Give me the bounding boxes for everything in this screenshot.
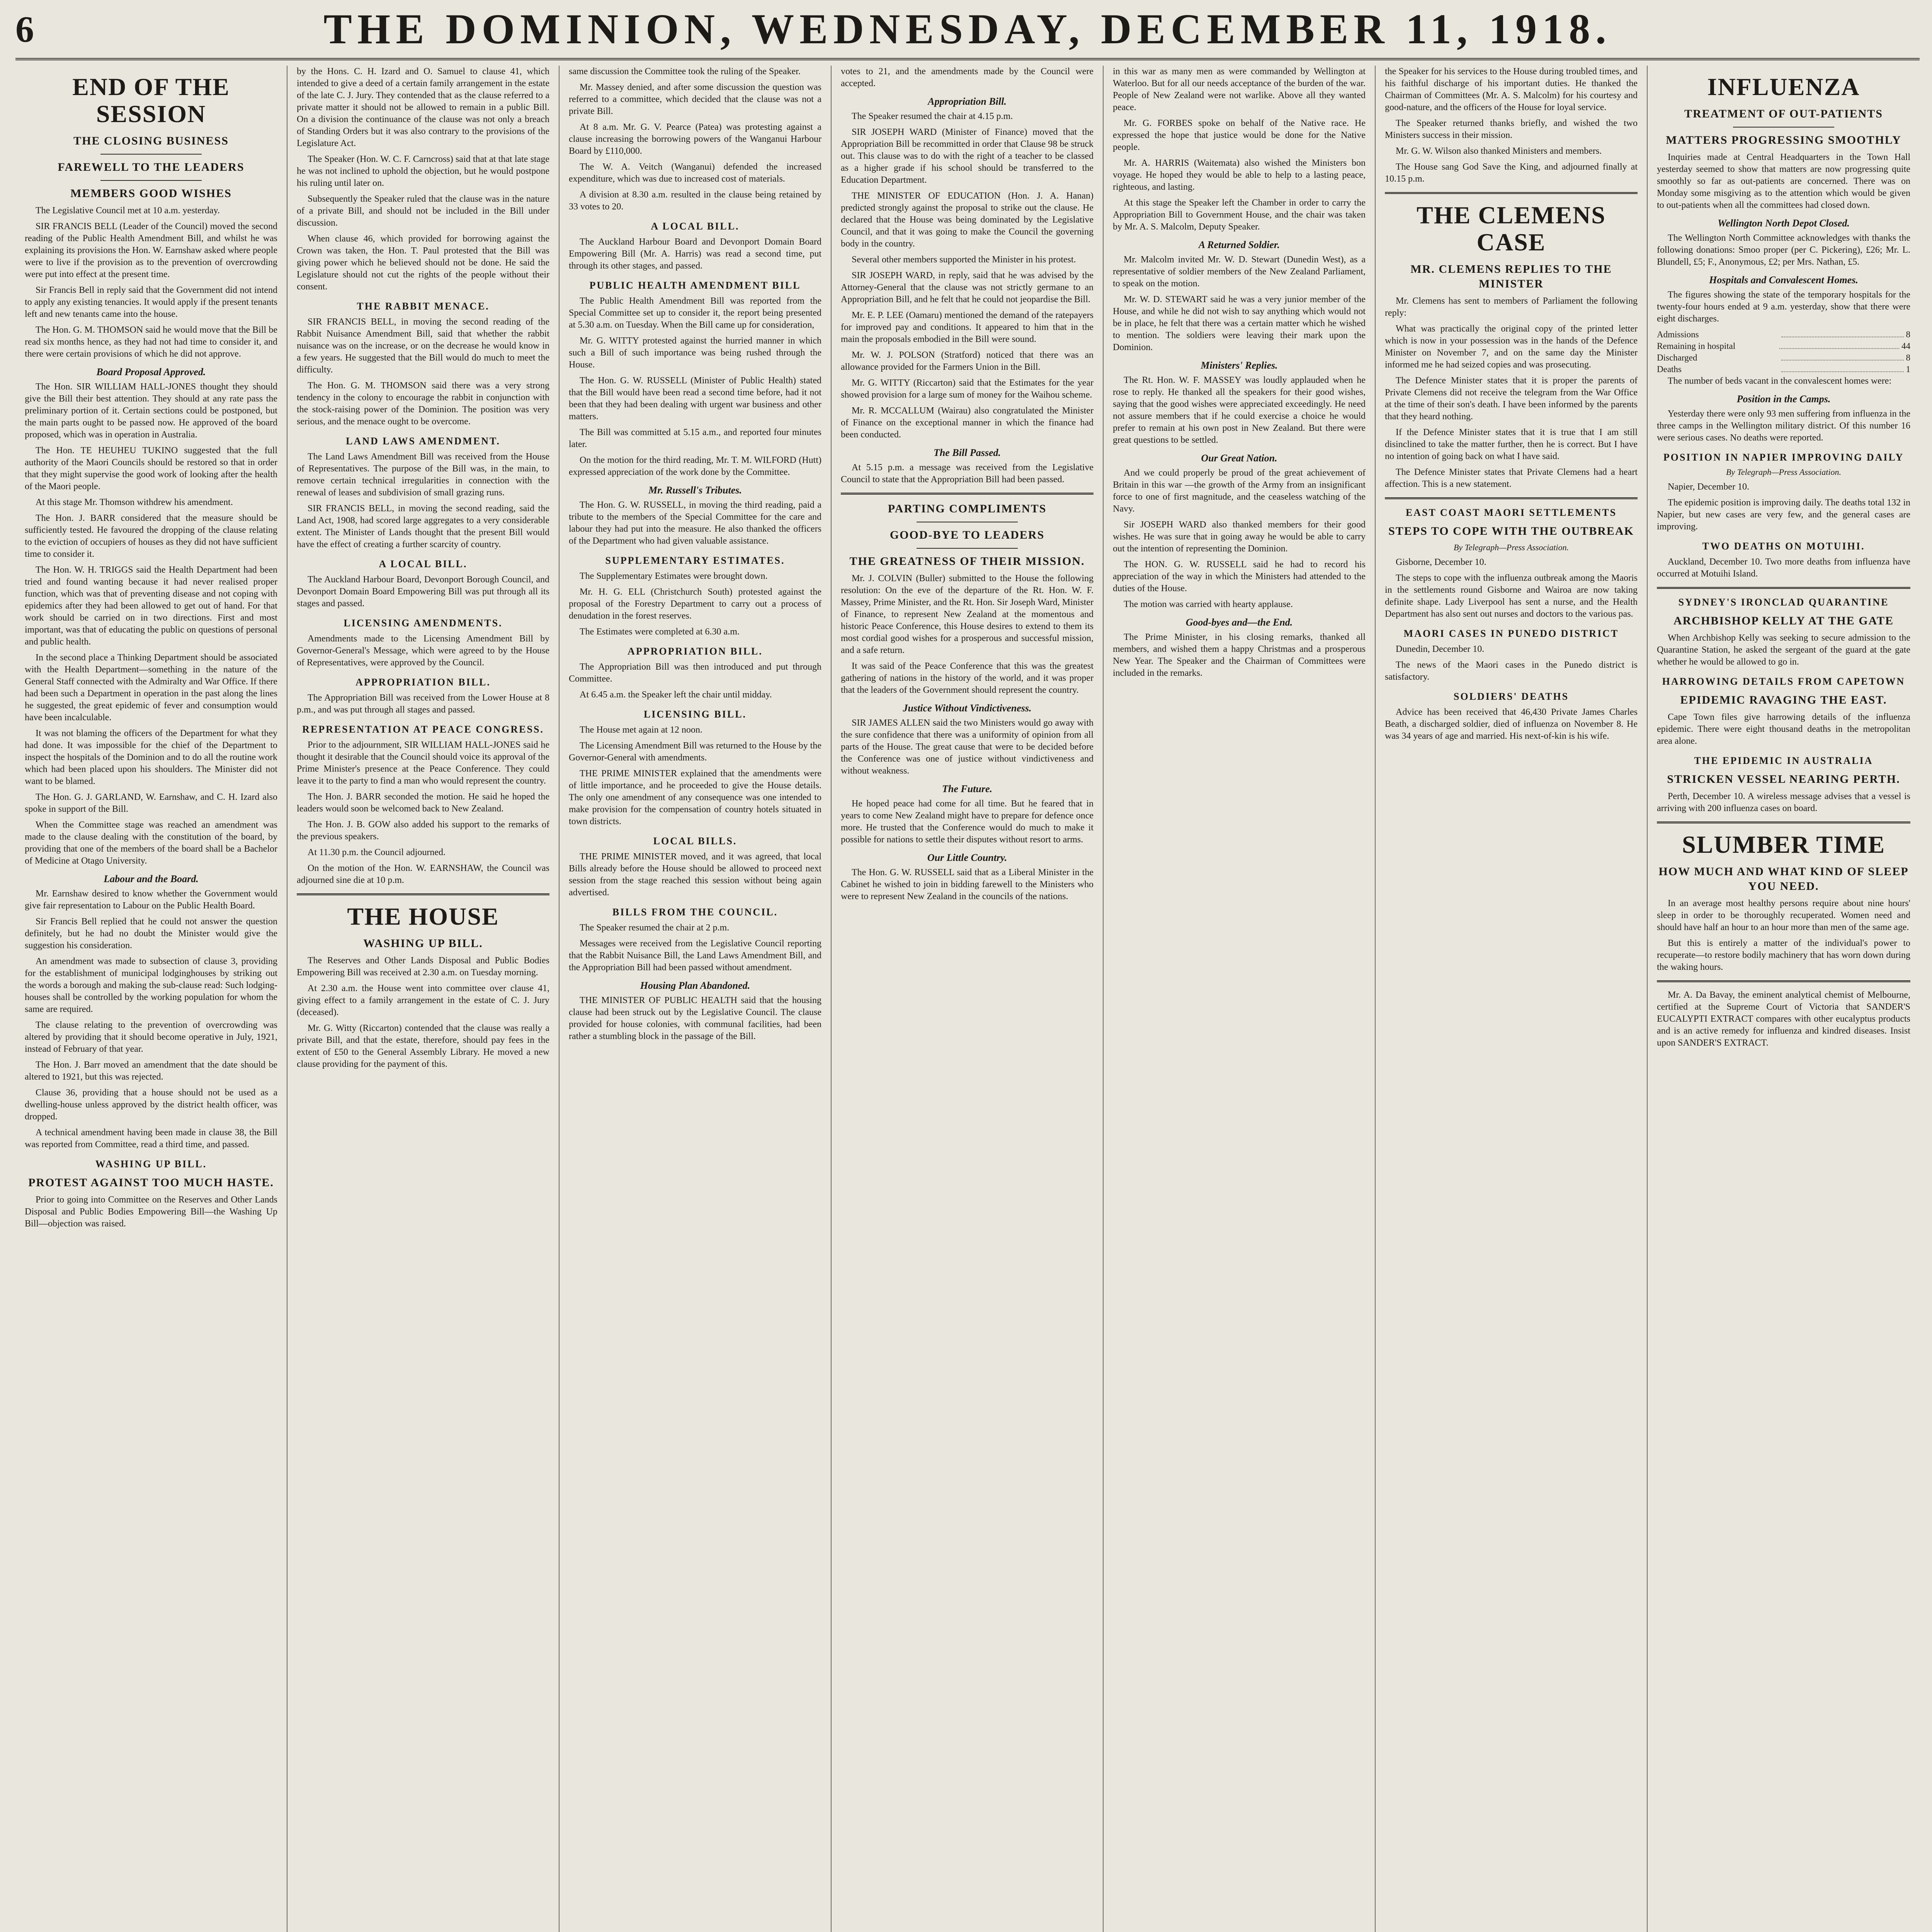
subhead: THE CLOSING BUSINESS bbox=[73, 134, 229, 147]
article-paragraph: Dunedin, December 10. bbox=[1396, 644, 1485, 654]
divider bbox=[1385, 497, 1638, 499]
article-paragraph: The Hon. TE HEUHEU TUKINO suggested that the full authority of the Maori Councils should be restored so that in order that they might supervise the good work of looking after the health of the Maori people. bbox=[25, 446, 277, 492]
section-heading: Hospitals and Convalescent Homes. bbox=[1709, 274, 1858, 286]
article-paragraph: The epidemic position is improving daily. The deaths total 132 in Napier, but new cases are very few, and the general cases are improving. bbox=[1657, 498, 1910, 532]
divider bbox=[1657, 587, 1910, 589]
article-paragraph: The Licensing Amendment Bill was returned to the House by the Governor-General with amendments. bbox=[569, 741, 821, 763]
article-paragraph: The Public Health Amendment Bill was reported from the Special Committee set up to consider it, the report being presented at 5.30 a.m. on Tuesday. When the Bill came up for consideration, bbox=[569, 296, 821, 330]
table-cell-value: 44 bbox=[1901, 341, 1910, 351]
article-paragraph: THE MINISTER OF EDUCATION (Hon. J. A. Hanan) predicted strongly against the proposal to strike out the clause. He declared that the House was being dominated by the Legislative Council, and that it was going to make the Council the governing body in the country. bbox=[841, 191, 1094, 249]
section-heading: SUPPLEMENTARY ESTIMATES. bbox=[605, 555, 785, 566]
article-paragraph: Several other members supported the Minister in his protest. bbox=[852, 255, 1076, 265]
article-paragraph: The Hon. SIR WILLIAM HALL-JONES thought they should give the Bill their best attention. They should at any rate pass the preliminary portion of it. Certain sections could be postponed, but the main parts ought to be passed now. He approved of the board proposed, which was in operation in Australia. bbox=[25, 382, 277, 440]
table-row bbox=[1657, 340, 1910, 352]
article-paragraph: Gisborne, December 10. bbox=[1396, 557, 1486, 567]
section-heading: POSITION IN NAPIER IMPROVING DAILY bbox=[1663, 452, 1904, 463]
article-paragraph: On the motion of the Hon. W. EARNSHAW, the Council was adjourned sine die at 10 p.m. bbox=[297, 863, 549, 885]
column-1 bbox=[15, 66, 287, 1932]
article-paragraph: An amendment was made to subsection of clause 3, providing for the establishment of municipal lodginghouses by striking out the words a borough and making the sub-clause read: Such lodging-houses shall be controlled by the working population for whom the same are required. bbox=[25, 956, 277, 1014]
table-row bbox=[1657, 364, 1910, 375]
article-paragraph: Cape Town files give harrowing details of the influenza epidemic. There were eight thousand deaths in the metropolitan area alone. bbox=[1657, 712, 1910, 746]
subhead: HOW MUCH AND WHAT KIND OF SLEEP YOU NEED. bbox=[1658, 865, 1909, 893]
divider bbox=[1385, 192, 1638, 194]
section-heading: LICENSING BILL. bbox=[643, 709, 747, 720]
article-paragraph: Messages were received from the Legislative Council reporting that the Rabbit Nuisance Bill, the Land Laws Amendment Bill, and the Appropriation Bill had been passed without amendment. bbox=[569, 939, 821, 973]
section-heading: Housing Plan Abandoned. bbox=[640, 980, 750, 991]
article-paragraph: The Speaker returned thanks briefly, and wished the two Ministers success in their mission. bbox=[1385, 118, 1638, 140]
table-cell-label: Discharged bbox=[1657, 353, 1697, 362]
section-heading: Our Little Country. bbox=[927, 852, 1007, 863]
advertisement-text: Mr. A. Da Bavay, the eminent analytical chemist of Melbourne, certified at the Supreme Court of Victoria that SANDER'S EUCALYPTI EXTRACT compares with other eucalyptus products and is an active remedy for influenza and kindred diseases. Insist upon SANDER'S EXTRACT. bbox=[1657, 990, 1910, 1048]
article-paragraph: The Hon. G. M. THOMSON said there was a very strong tendency in the colony to encourage the rabbit in conjunction with the stock-raising power of the Dominion. The position was very serious, and the menace ought to be overcome. bbox=[297, 381, 549, 427]
section-heading: THE RABBIT MENACE. bbox=[357, 301, 490, 312]
article-paragraph: The Defence Minister states that Private Clemens had a heart affection. This is a new statement. bbox=[1385, 467, 1638, 489]
article-paragraph: SIR FRANCIS BELL, in moving the second reading, said the Land Act, 1908, had scored large aggregates to a very considerable extent. The Minister of Lands thought that the present Bill would have the effect of creating a further scarcity of country. bbox=[297, 503, 549, 549]
article-paragraph: Mr. G. WITTY (Riccarton) said that the Estimates for the year showed provision for a large sum of money for the Waihou scheme. bbox=[841, 378, 1094, 400]
subhead: THE GREATNESS OF THEIR MISSION. bbox=[849, 555, 1085, 568]
section-heading: LICENSING AMENDMENTS. bbox=[344, 617, 503, 629]
article-paragraph: The number of beds vacant in the convalescent homes were: bbox=[1668, 376, 1892, 386]
article-paragraph: The figures showing the state of the temporary hospitals for the twenty-four hours ended at 9 a.m. yesterday, show that there were eight discharges. bbox=[1657, 290, 1910, 324]
article-paragraph: In an average most healthy persons require about nine hours' sleep in order to be thoroughly recuperated. Women need and should have half an hour to an hour more than men of the same age. bbox=[1657, 898, 1910, 932]
article-paragraph: Mr. R. MCCALLUM (Wairau) also congratulated the Minister of Finance on the exceptional manner in which the finance had been conducted. bbox=[841, 406, 1094, 440]
section-heading: REPRESENTATION AT PEACE CONGRESS. bbox=[302, 724, 544, 735]
article-paragraph: The Land Laws Amendment Bill was received from the House of Representatives. The purpose of the Bill was, in the main, to remove certain technical irregularities in connection with the renewal of leases and subdivision of small grazing runs. bbox=[297, 452, 549, 498]
newspaper-title: THE DOMINION, WEDNESDAY, DECEMBER 11, 1918. bbox=[323, 5, 1612, 53]
column-4 bbox=[832, 66, 1104, 1932]
column-2 bbox=[287, 66, 560, 1932]
article-paragraph: The Reserves and Other Lands Disposal and Public Bodies Empowering Bill was received at 2.30 a.m. on Tuesday morning. bbox=[297, 956, 549, 978]
section-heading: Board Proposal Approved. bbox=[96, 366, 206, 378]
article-paragraph: The Bill was committed at 5.15 a.m., and reported four minutes later. bbox=[569, 427, 821, 449]
subhead: FAREWELL TO THE LEADERS bbox=[58, 161, 245, 173]
article-paragraph: Sir Francis Bell replied that he could not answer the question definitely, but he had no doubt the Minister would give the suggestion his consideration. bbox=[25, 917, 277, 951]
article-paragraph: The Appropriation Bill was received from the Lower House at 8 p.m., and was put through all stages and passed. bbox=[297, 693, 549, 715]
article-paragraph: The Hon. G. J. GARLAND, W. Earnshaw, and C. H. Izard also spoke in support of the Bill. bbox=[25, 792, 277, 814]
article-paragraph: Napier, December 10. bbox=[1668, 482, 1749, 492]
article-paragraph: The Hon. J. BARR considered that the measure should be sufficiently tested. He favoured the dropping of the clause relating to the eviction of occupiers of houses as they did not have sufficient time to consider it. bbox=[25, 513, 277, 559]
table-cell-label: Deaths bbox=[1657, 364, 1682, 374]
article-paragraph: Mr. G. WITTY protested against the hurried manner in which such a Bill of such importance was being rushed through the House. bbox=[569, 336, 821, 370]
divider bbox=[297, 893, 549, 895]
section-heading: The Future. bbox=[942, 783, 993, 794]
section-heading: Mr. Russell's Tributes. bbox=[648, 485, 742, 496]
column-6 bbox=[1376, 66, 1648, 1932]
article-paragraph: SIR JOSEPH WARD, in reply, said that he was advised by the Attorney-General that the clause was not strictly germane to an Appropriation Bill, and he felt that he could not jeopardise the Bill. bbox=[841, 270, 1094, 304]
article-paragraph: Inquiries made at Central Headquarters in the Town Hall yesterday seemed to show that matters are now progressing quite smoothly so far as out-patients are concerned. There was on Monday some misgiving as to the attention which would be given to out-patients when all the committees had closed down. bbox=[1657, 152, 1910, 210]
divider bbox=[1733, 127, 1834, 128]
section-heading: Position in the Camps. bbox=[1736, 393, 1831, 405]
article-paragraph: by the Hons. C. H. Izard and O. Samuel to clause 41, which intended to give a deed of a certain family arrangement in the estate of the late C. J. Jury. They contended that as the clause referred to a private matter it should not be allowed to remain in a public Bill. On a division the continuance of the clause was not only a breach of Standing Orders but it was also contrary to the provisions of the Legislature Act. bbox=[297, 66, 549, 148]
article-paragraph: in this war as many men as were commanded by Wellington at Waterloo. But for all our needs acceptance of the burden of the war. People of New Zealand were not warlike. Above all they wanted peace. bbox=[1113, 66, 1366, 112]
article-paragraph: The House sang God Save the King, and adjourned finally at 10.15 p.m. bbox=[1385, 162, 1638, 184]
byline: By Telegraph—Press Association. bbox=[1453, 543, 1569, 552]
divider bbox=[100, 154, 202, 155]
article-paragraph: The Hon. J. B. GOW also added his support to the remarks of the previous speakers. bbox=[297, 820, 549, 842]
page-columns bbox=[15, 66, 1920, 1932]
section-heading: Appropriation Bill. bbox=[928, 96, 1007, 107]
section-heading: Justice Without Vindictiveness. bbox=[903, 702, 1032, 714]
column-7 bbox=[1648, 66, 1920, 1932]
article-paragraph: Prior to the adjournment, SIR WILLIAM HALL-JONES said he thought it desirable that the Council should voice its approval of the Prime Minister's presence at the Peace Conference. They could leave it to the party to find a man who would represent the country. bbox=[297, 740, 549, 786]
section-heading: Wellington North Depot Closed. bbox=[1718, 218, 1850, 229]
article-paragraph: The HON. G. W. RUSSELL said he had to record his appreciation of the way in which the Ministers had attended to the duties of the House. bbox=[1113, 560, 1366, 594]
subhead: EPIDEMIC RAVAGING THE EAST. bbox=[1680, 694, 1887, 706]
article-paragraph: The Supplementary Estimates were brought down. bbox=[580, 571, 768, 581]
article-paragraph: Mr. A. HARRIS (Waitemata) also wished the Ministers bon voyage. He hoped they would be able to help to a lasting peace, righteous, and lasting. bbox=[1113, 158, 1366, 192]
article-paragraph: Mr. G. W. Wilson also thanked Ministers and members. bbox=[1396, 146, 1602, 156]
article-paragraph: Sir JOSEPH WARD also thanked members for their good wishes. He was sure that in going away he would be able to carry out the intention of representing the Dominion. bbox=[1113, 520, 1366, 554]
headline-clemens-case: THE CLEMENS CASE bbox=[1417, 201, 1606, 256]
article-paragraph: The Speaker (Hon. W. C. F. Carncross) said that at that late stage he was not inclined to uphold the objection, but he would postpone his ruling until later on. bbox=[297, 154, 549, 188]
subhead: PARTING COMPLIMENTS bbox=[888, 502, 1047, 515]
article-paragraph: A technical amendment having been made in clause 38, the Bill was reported from Committee, read a third time, and passed. bbox=[25, 1128, 277, 1150]
article-paragraph: Clause 36, providing that a house should not be used as a dwelling-house unless approved by the district health officer, was dropped. bbox=[25, 1088, 277, 1122]
section-heading: A Returned Soldier. bbox=[1198, 239, 1280, 250]
article-paragraph: But this is entirely a matter of the individual's power to recuperate—to restore bodily machinery that has worn down during the waking hours. bbox=[1657, 938, 1910, 972]
article-paragraph: The Legislative Council met at 10 a.m. yesterday. bbox=[36, 206, 220, 216]
article-paragraph: Mr. G. FORBES spoke on behalf of the Native race. He expressed the hope that justice would be done for the Native people. bbox=[1113, 118, 1366, 152]
table-cell-label: Remaining in hospital bbox=[1657, 341, 1736, 351]
article-paragraph: At this stage Mr. Thomson withdrew his amendment. bbox=[36, 497, 233, 507]
article-paragraph: When clause 46, which provided for borrowing against the Crown was taken, the Hon. T. Paul protested that the Bill was giving power which he believed should not be done. He said the Legislature should not cut the rights of the people without their consent. bbox=[297, 234, 549, 292]
article-paragraph: It was not blaming the officers of the Department for what they had done. It was impossible for the chief of the Department to inspect the hospitals of the Dominion and to do all the routine work which had been placed upon his shoulders. The Minister did not want to be blamed. bbox=[25, 728, 277, 786]
section-heading: APPROPRIATION BILL. bbox=[628, 646, 763, 657]
headline-influenza: INFLUENZA bbox=[1707, 73, 1860, 100]
article-paragraph: the Speaker for his services to the House during troubled times, and his faithful discharge of his important duties. He thanked the Chairman of Committees (Mr. A. S. Malcolm) for his courtesy and good-nature, and the officers of the House for loyal service. bbox=[1385, 66, 1638, 112]
article-paragraph: votes to 21, and the amendments made by the Council were accepted. bbox=[841, 66, 1094, 88]
headline-the-house: THE HOUSE bbox=[347, 903, 499, 930]
article-paragraph: It was said of the Peace Conference that this was the greatest gathering of nations in the history of the world, and it was proper that the leaders of the Government should represent the country. bbox=[841, 661, 1094, 695]
article-paragraph: At 6.45 a.m. the Speaker left the chair until midday. bbox=[580, 690, 772, 700]
section-heading: A LOCAL BILL. bbox=[651, 221, 740, 232]
section-heading: BILLS FROM THE COUNCIL. bbox=[612, 906, 778, 918]
article-paragraph: When the Committee stage was reached an amendment was made to the clause dealing with the constitution of the board, by providing that one of the members of the board shall be a Bachelor of Medicine at Otago University. bbox=[25, 820, 277, 866]
article-paragraph: The Defence Minister states that it is proper the parents of Private Clemens did not receive the telegram from the War Office at the time of their son's death. I have been informed by the parents that they heard nothing. bbox=[1385, 376, 1638, 422]
article-paragraph: The Hon. G. W. RUSSELL, in moving the third reading, paid a tribute to the members of the Special Committee for the care and labour they had put into the measure. He also thanked the officers of the Department who had given valuable assistance. bbox=[569, 500, 821, 546]
article-paragraph: Mr. Massey denied, and after some discussion the question was referred to a committee, which decided that the clause was not a private Bill. bbox=[569, 82, 821, 116]
section-heading: APPROPRIATION BILL. bbox=[355, 677, 491, 688]
article-paragraph: The Hon. J. Barr moved an amendment that the date should be altered to 1921, but this was rejected. bbox=[25, 1060, 277, 1082]
article-paragraph: Advice has been received that 46,430 Private James Charles Beath, a discharged soldier, died of influenza on November 8. He was 34 years of age and married. His next-of-kin is his wife. bbox=[1385, 707, 1638, 741]
subhead: MATTERS PROGRESSING SMOOTHLY bbox=[1666, 134, 1901, 146]
article-paragraph: Sir Francis Bell in reply said that the Government did not intend to apply any existing tenancies. It would apply if the present tenants left and new tenants came into the house. bbox=[25, 285, 277, 319]
subhead: ARCHBISHOP KELLY AT THE GATE bbox=[1673, 614, 1894, 627]
article-paragraph: The Estimates were completed at 6.30 a.m. bbox=[580, 627, 740, 637]
article-paragraph: Mr. Malcolm invited Mr. W. D. Stewart (Dunedin West), as a representative of soldier members of the New Zealand Parliament, to speak on the motion. bbox=[1113, 255, 1366, 289]
article-paragraph: He hoped peace had come for all time. But he feared that in years to come New Zealand might have to prepare for defence once more. He trusted that the Conference would do much to make it possible for nations to settle their disputes without resort to arms. bbox=[841, 799, 1094, 845]
article-paragraph: At 11.30 p.m. the Council adjourned. bbox=[308, 847, 446, 857]
section-heading: MAORI CASES IN PUNEDO DISTRICT bbox=[1403, 628, 1619, 639]
table-cell-value: 8 bbox=[1906, 330, 1910, 339]
article-paragraph: Auckland, December 10. Two more deaths from influenza have occurred at Motuihi Island. bbox=[1657, 557, 1910, 579]
article-paragraph: Mr. Earnshaw desired to know whether the Government would give fair representation to Labour on the Public Health Board. bbox=[25, 889, 277, 911]
table-cell-label: Admissions bbox=[1657, 330, 1699, 339]
section-heading: Ministers' Replies. bbox=[1201, 360, 1278, 371]
article-paragraph: The Hon. W. H. TRIGGS said the Health Department had been tried and found wanting because it had never realised proper function, which was that of preventing disease and not coping with epidemics after they had been allowed to get out of hand. For that work should be carried on in two directions. First and most important, was that of educating the public on questions of personal and public health. bbox=[25, 565, 277, 647]
article-paragraph: The W. A. Veitch (Wanganui) defended the increased expenditure, which was due to increased cost of materials. bbox=[569, 162, 821, 184]
article-paragraph: At 2.30 a.m. the House went into committee over clause 41, giving effect to a family arrangement in the estate of C. J. Jury (deceased). bbox=[297, 983, 549, 1017]
section-heading: LAND LAWS AMENDMENT. bbox=[346, 435, 500, 447]
article-paragraph: THE PRIME MINISTER explained that the amendments were of little importance, and he proceeded to give the House details. The only one amendment of any consequence was one intended to make provision for the compensation of country hotels situated in town districts. bbox=[569, 769, 821, 827]
subhead: STRICKEN VESSEL NEARING PERTH. bbox=[1667, 773, 1900, 786]
divider bbox=[917, 548, 1018, 549]
article-paragraph: SIR FRANCIS BELL, in moving the second reading of the Rabbit Nuisance Amendment Bill, said that whether the rabbit nuisance was on the increase, or on the decrease he would know in a few years. He suggested that the Bill would do much to meet the difficulty. bbox=[297, 317, 549, 375]
article-paragraph: At 8 a.m. Mr. G. V. Pearce (Patea) was protesting against a clause increasing the borrowing powers of the Wanganui Harbour Board by £110,000. bbox=[569, 122, 821, 156]
article-paragraph: Yesterday there were only 93 men suffering from influenza in the three camps in the Wellington military district. Of this number 16 were serious cases. No deaths were reported. bbox=[1657, 409, 1910, 443]
divider bbox=[841, 493, 1094, 495]
article-paragraph: At 5.15 p.m. a message was received from the Legislative Council to state that the Appropriation Bill had been passed. bbox=[841, 463, 1094, 485]
article-paragraph: The House met again at 12 noon. bbox=[580, 725, 702, 735]
article-paragraph: The clause relating to the prevention of overcrowding was altered by providing that it should become operative in July, 1921, instead of February of that year. bbox=[25, 1020, 277, 1054]
article-paragraph: Mr. G. Witty (Riccarton) contended that the clause was really a private Bill, and that the estate, therefore, should pay fees in the extent of £50 to the General Assembly Library. He moved a new clause providing for the payment of this. bbox=[297, 1023, 549, 1069]
article-paragraph: The motion was carried with hearty applause. bbox=[1124, 599, 1293, 609]
headline-end-of-session: END OF THE SESSION bbox=[72, 73, 230, 128]
section-heading: The Bill Passed. bbox=[933, 447, 1001, 458]
subhead: MEMBERS GOOD WISHES bbox=[70, 187, 232, 200]
page-number: 6 bbox=[15, 9, 34, 50]
article-paragraph: Mr. J. COLVIN (Buller) submitted to the House the following resolution: On the eve of the departure of the Rt. Hon. W. F. Massey, Prime Minister, and the Rt. Hon. Sir Joseph Ward, Minister of Finance, to represent New Zealand at the momentous and historic Peace Conference, this House desires to extend to them its most cordial good wishes for a prosperous and successful mission, and a safe return. bbox=[841, 573, 1094, 655]
divider bbox=[1657, 980, 1910, 982]
article-paragraph: The Hon. G. M. THOMSON said he would move that the Bill be read six months hence, as they had not had time to consider it, and there were certain provisions of which he did not approve. bbox=[25, 325, 277, 359]
article-paragraph: If the Defence Minister states that it is true that I am still disinclined to take the matter further, then he is correct. But I have no intention of going back on what I have said. bbox=[1385, 427, 1638, 461]
article-paragraph: Subsequently the Speaker ruled that the clause was in the nature of a private Bill, and should not be included in the Bill under discussion. bbox=[297, 194, 549, 228]
subhead: WASHING UP BILL. bbox=[363, 937, 483, 950]
section-heading: Labour and the Board. bbox=[104, 873, 199, 884]
article-paragraph: The Rt. Hon. W. F. MASSEY was loudly applauded when he rose to reply. He thanked all the speakers for their good wishes, saying that the good wishes were appreciated exceedingly. He need not assure members that if he could exercise a choice he would prefer to remain at his own post in New Zealand. But there were great questions to be settled. bbox=[1113, 375, 1366, 445]
article-paragraph: The Hon. J. BARR seconded the motion. He said he hoped the leaders would soon be welcomed back to New Zealand. bbox=[297, 792, 549, 814]
article-paragraph: In the second place a Thinking Department should be associated with the Health Department—something in the nature of the General Staff connected with the Admiralty and War Office. If there had been such a Department in operation in the past along the lines he suggested, the great epidemic of fever and consumption would have been incalculable. bbox=[25, 653, 277, 723]
subhead: STEPS TO COPE WITH THE OUTBREAK bbox=[1388, 525, 1634, 537]
subhead: PROTEST AGAINST TOO MUCH HASTE. bbox=[28, 1176, 274, 1189]
article-paragraph: What was practically the original copy of the printed letter which is now in your possession was in the hands of the Defence Minister on November 7, and on the same day the Minister informed me he had seized copies and was prosecuting. bbox=[1385, 324, 1638, 370]
divider bbox=[100, 180, 202, 181]
article-paragraph: same discussion the Committee took the ruling of the Speaker. bbox=[569, 66, 801, 77]
article-paragraph: The steps to cope with the influenza outbreak among the Maoris in the settlements round Gisborne and Wairoa are now taking definite shape. Lady Liverpool has sent a nurse, and the Health Department has also sent out nurses and doctors to the various pas. bbox=[1385, 573, 1638, 619]
article-paragraph: Prior to going into Committee on the Reserves and Other Lands Disposal and Public Bodies Empowering Bill—the Washing Up Bill—objection was raised. bbox=[25, 1195, 277, 1229]
section-heading: THE EPIDEMIC IN AUSTRALIA bbox=[1694, 755, 1873, 766]
section-heading: EAST COAST MAORI SETTLEMENTS bbox=[1405, 507, 1617, 518]
divider bbox=[1657, 821, 1910, 823]
article-paragraph: SIR FRANCIS BELL (Leader of the Council) moved the second reading of the Public Health Amendment Bill, and whilst he was explaining its provisions the Hon. W. Earnshaw asked where people were to live if the provision as to the prevention of overcrowding were put into effect at the present time. bbox=[25, 221, 277, 279]
section-heading: PUBLIC HEALTH AMENDMENT BILL bbox=[589, 280, 801, 291]
article-paragraph: At this stage the Speaker left the Chamber in order to carry the Appropriation Bill to Government House, and the chair was taken by Mr. A. S. Malcolm, Deputy Speaker. bbox=[1113, 198, 1366, 232]
table-row bbox=[1657, 352, 1910, 364]
article-paragraph: The Auckland Harbour Board and Devonport Domain Board Empowering Bill (Mr. A. Harris) was read a second time, put through its other stages, and passed. bbox=[569, 237, 821, 271]
article-paragraph: Mr. H. G. ELL (Christchurch South) protested against the proposal of the Forestry Department to carry out a process of denudation in the forest reserves. bbox=[569, 587, 821, 621]
table-cell-value: 1 bbox=[1906, 364, 1910, 374]
article-paragraph: THE PRIME MINISTER moved, and it was agreed, that local Bills already before the House should be allowed to proceed next session from the stage reached this session without being again advertised. bbox=[569, 852, 821, 898]
article-paragraph: The Wellington North Committee acknowledges with thanks the following donations: Smoo proper (per C. Pickering), £26; Mr. L. Blundell, £5; F., Anonymous, £2; per Mrs. Nathan, £5. bbox=[1657, 233, 1910, 267]
section-heading: WASHING UP BILL. bbox=[95, 1158, 207, 1170]
section-heading: HARROWING DETAILS FROM CAPETOWN bbox=[1662, 676, 1905, 687]
section-heading: TWO DEATHS ON MOTUIHI. bbox=[1702, 541, 1865, 552]
section-heading: SYDNEY'S IRONCLAD QUARANTINE bbox=[1678, 597, 1889, 608]
article-paragraph: Amendments made to the Licensing Amendment Bill by Governor-General's Message, which were agreed to by the House of Representatives, were approved by the Council. bbox=[297, 634, 549, 668]
subhead: TREATMENT OF OUT-PATIENTS bbox=[1684, 107, 1883, 120]
hospital-stats-table bbox=[1657, 329, 1910, 375]
byline: By Telegraph—Press Association. bbox=[1726, 467, 1842, 477]
column-5 bbox=[1104, 66, 1376, 1932]
article-paragraph: And we could properly be proud of the great achievement of Britain in this war —the growth of the Army from an insignificant force to one of first magnitude, and the ceaseless watching of the Navy. bbox=[1113, 468, 1366, 514]
article-paragraph: The Speaker resumed the chair at 2 p.m. bbox=[580, 923, 730, 933]
article-paragraph: The Appropriation Bill was then introduced and put through Committee. bbox=[569, 662, 821, 684]
article-paragraph: On the motion for the third reading, Mr. T. M. WILFORD (Hutt) expressed appreciation of the work done by the Committee. bbox=[569, 455, 821, 477]
section-heading: SOLDIERS' DEATHS bbox=[1453, 691, 1569, 702]
article-paragraph: The Hon. G. W. RUSSELL (Minister of Public Health) stated that the Bill would have been read a second time before, had it not been that they had been dealing with urgent war business and other matters. bbox=[569, 376, 821, 422]
article-paragraph: When Archbishop Kelly was seeking to secure admission to the Quarantine Station, he asked the sergeant of the guard at the gate whether he would be allowed to go in. bbox=[1657, 633, 1910, 667]
subhead: MR. CLEMENS REPLIES TO THE MINISTER bbox=[1410, 263, 1612, 290]
section-heading: A LOCAL BILL. bbox=[379, 558, 468, 570]
section-heading: Good-byes and—the End. bbox=[1185, 617, 1293, 628]
article-paragraph: The Prime Minister, in his closing remarks, thanked all members, and wished them a happy Christmas and a prosperous New Year. The Speaker and the Chairman of Committees were included in the remarks. bbox=[1113, 632, 1366, 678]
section-heading: Our Great Nation. bbox=[1201, 452, 1277, 464]
article-paragraph: The Speaker resumed the chair at 4.15 p.m. bbox=[852, 111, 1013, 121]
article-paragraph: Mr. W. J. POLSON (Stratford) noticed that there was an allowance provided for the Farmers Union in the Bill. bbox=[841, 350, 1094, 372]
article-paragraph: Perth, December 10. A wireless message advises that a vessel is arriving with 200 influenza cases on board. bbox=[1657, 791, 1910, 813]
column-3 bbox=[560, 66, 832, 1932]
table-cell-value: 8 bbox=[1906, 353, 1910, 362]
masthead bbox=[15, 0, 1920, 60]
article-paragraph: SIR JAMES ALLEN said the two Ministers would go away with the sure confidence that there was a uniformity of opinion from all parts of the House. The great cause that were to be decided before the Conference was one of justice without vindictiveness and without weakness. bbox=[841, 718, 1094, 776]
headline-slumber-time: SLUMBER TIME bbox=[1682, 831, 1886, 858]
article-paragraph: Mr. W. D. STEWART said he was a very junior member of the House, and while he did not wish to say anything which would not be in place, he felt that there was a certain matter which he wished to mention. The soldiers were leaving their mark upon the Dominion. bbox=[1113, 294, 1366, 352]
article-paragraph: The Auckland Harbour Board, Devonport Borough Council, and Devonport Domain Board Empowering Bill was put through all its stages and passed. bbox=[297, 575, 549, 609]
article-paragraph: Mr. Clemens has sent to members of Parliament the following reply: bbox=[1385, 296, 1638, 318]
article-paragraph: The Hon. G. W. RUSSELL said that as a Liberal Minister in the Cabinet he wished to join in bidding farewell to the Ministers who were to represent New Zealand in the councils of the nations. bbox=[841, 867, 1094, 901]
article-paragraph: The news of the Maori cases in the Punedo district is satisfactory. bbox=[1385, 660, 1638, 682]
article-paragraph: SIR JOSEPH WARD (Minister of Finance) moved that the Appropriation Bill be recommitted in order that Clause 98 be struck out. This clause was to do with the right of a teacher to be classed as a higher grade if his school should be transferred to the Education Department. bbox=[841, 127, 1094, 185]
subhead: GOOD-BYE TO LEADERS bbox=[889, 529, 1045, 541]
section-heading: LOCAL BILLS. bbox=[653, 835, 737, 847]
article-paragraph: Mr. E. P. LEE (Oamaru) mentioned the demand of the ratepayers for improved pay and conditions. It appeared to him that in the main the proposals embodied in the Bill were sound. bbox=[841, 310, 1094, 344]
article-paragraph: A division at 8.30 a.m. resulted in the clause being retained by 33 votes to 20. bbox=[569, 190, 821, 212]
article-paragraph: THE MINISTER OF PUBLIC HEALTH said that the housing clause had been struck out by the Legislative Council. The clause provided for house colonies, with communal facilities, had been rather a stumbling block in the passage of the Bill. bbox=[569, 995, 821, 1041]
table-row bbox=[1657, 329, 1910, 340]
